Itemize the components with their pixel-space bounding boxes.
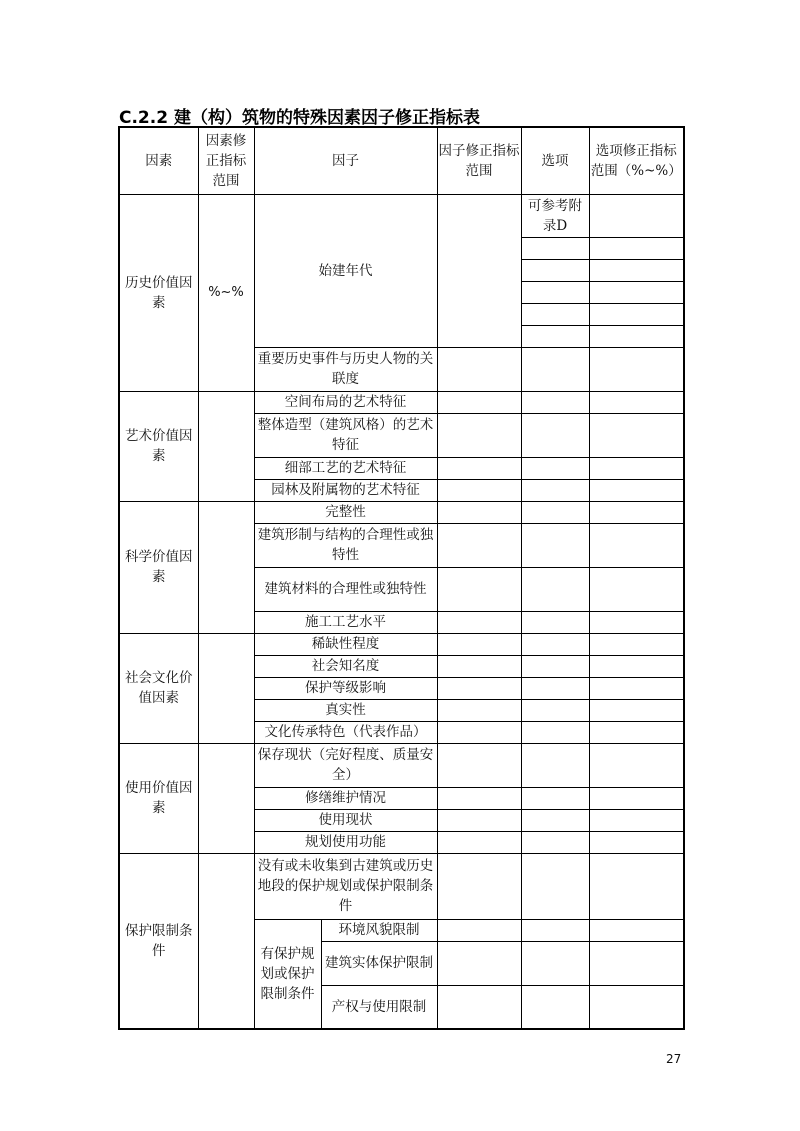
option-range-cell [589, 413, 684, 457]
factor-range-cell [437, 611, 521, 633]
factor-integrity: 完整性 [254, 501, 437, 523]
table-row [119, 743, 684, 787]
factor-range-cell [437, 919, 521, 941]
factor-reputation: 社会知名度 [254, 655, 437, 677]
factor-range-cell [437, 699, 521, 721]
header-option-range: 选项修正指标范围（%~%） [589, 127, 684, 194]
option-range-cell [589, 787, 684, 809]
group-label-usage: 使用价值因素 [119, 743, 198, 853]
group-range-cell [198, 391, 254, 501]
sub-label-protection-plan: 有保护规划或保护限制条件 [254, 919, 321, 1029]
option-range-cell [589, 457, 684, 479]
factor-range-cell [437, 479, 521, 501]
factor-range-cell [437, 831, 521, 853]
factor-range-cell [437, 501, 521, 523]
option-range-cell [589, 479, 684, 501]
header-option: 选项 [521, 127, 589, 194]
option-cell [521, 501, 589, 523]
option-cell [521, 237, 589, 259]
factor-maintenance: 修缮维护情况 [254, 787, 437, 809]
option-cell [521, 281, 589, 303]
factor-range-cell [437, 523, 521, 567]
option-cell [521, 325, 589, 347]
header-group-range: 因素修正指标范围 [198, 127, 254, 194]
factor-preservation-status: 保存现状（完好程度、质量安全） [254, 743, 437, 787]
option-cell [521, 259, 589, 281]
option-range-cell [589, 611, 684, 633]
option-cell [521, 985, 589, 1029]
option-cell [521, 743, 589, 787]
option-range-cell [589, 809, 684, 831]
option-range-cell [589, 831, 684, 853]
group-range-cell [198, 501, 254, 633]
option-cell [521, 611, 589, 633]
option-range-cell [589, 259, 684, 281]
option-cell [521, 567, 589, 611]
option-range-cell [589, 347, 684, 391]
factor-range-cell [437, 655, 521, 677]
option-cell [521, 303, 589, 325]
factor-range-cell [437, 391, 521, 413]
table-title: C.2.2 建（构）筑物的特殊因素因子修正指标表 [119, 108, 480, 128]
factor-range-cell [437, 809, 521, 831]
option-range-cell [589, 194, 684, 237]
group-label-protection: 保护限制条件 [119, 853, 198, 1029]
option-range-cell [589, 325, 684, 347]
option-cell [521, 677, 589, 699]
option-range-cell [589, 853, 684, 919]
option-range-cell [589, 941, 684, 985]
table-row [119, 501, 684, 523]
option-range-cell [589, 721, 684, 743]
option-range-cell [589, 655, 684, 677]
factor-correction-table [118, 126, 685, 1030]
factor-property-use-limit: 产权与使用限制 [321, 985, 437, 1029]
option-cell [521, 721, 589, 743]
header-factor-group: 因素 [119, 127, 198, 194]
factor-detail-craft: 细部工艺的艺术特征 [254, 457, 437, 479]
option-range-cell [589, 501, 684, 523]
option-cell [521, 831, 589, 853]
table-row [119, 853, 684, 919]
option-cell [521, 479, 589, 501]
factor-environment-limit: 环境风貌限制 [321, 919, 437, 941]
header-row [119, 127, 684, 194]
factor-founding-era: 始建年代 [254, 194, 437, 347]
option-range-cell [589, 281, 684, 303]
group-label-art: 艺术价值因素 [119, 391, 198, 501]
factor-range-cell [437, 787, 521, 809]
factor-garden-features: 园林及附属物的艺术特征 [254, 479, 437, 501]
factor-range-cell [437, 633, 521, 655]
factor-protection-level: 保护等级影响 [254, 677, 437, 699]
table-row [119, 391, 684, 413]
factor-range-cell [437, 194, 521, 347]
factor-spatial-layout: 空间布局的艺术特征 [254, 391, 437, 413]
group-label-science: 科学价值因素 [119, 501, 198, 633]
option-note: 可参考附录D [521, 194, 589, 237]
group-label-history: 历史价值因素 [119, 194, 198, 391]
table-row [119, 194, 684, 237]
option-range-cell [589, 237, 684, 259]
factor-range-cell [437, 985, 521, 1029]
group-label-social: 社会文化价值因素 [119, 633, 198, 743]
factor-range-cell [437, 413, 521, 457]
group-range-cell [198, 853, 254, 1029]
option-cell [521, 941, 589, 985]
factor-range-cell [437, 457, 521, 479]
header-factor-range: 因子修正指标范围 [437, 127, 521, 194]
factor-range-cell [437, 347, 521, 391]
option-cell [521, 523, 589, 567]
option-cell [521, 413, 589, 457]
factor-current-use: 使用现状 [254, 809, 437, 831]
option-range-cell [589, 699, 684, 721]
option-cell [521, 457, 589, 479]
factor-construction-level: 施工工艺水平 [254, 611, 437, 633]
header-factor: 因子 [254, 127, 437, 194]
option-range-cell [589, 919, 684, 941]
factor-cultural-heritage: 文化传承特色（代表作品） [254, 721, 437, 743]
factor-scarcity: 稀缺性程度 [254, 633, 437, 655]
factor-range-cell [437, 853, 521, 919]
option-cell [521, 391, 589, 413]
group-range-cell [198, 633, 254, 743]
option-cell [521, 633, 589, 655]
factor-building-entity-limit: 建筑实体保护限制 [321, 941, 437, 985]
option-cell [521, 919, 589, 941]
option-range-cell [589, 303, 684, 325]
factor-authenticity: 真实性 [254, 699, 437, 721]
factor-range-cell [437, 941, 521, 985]
option-range-cell [589, 677, 684, 699]
factor-range-cell [437, 677, 521, 699]
option-cell [521, 809, 589, 831]
option-range-cell [589, 985, 684, 1029]
factor-structure-rationality: 建筑形制与结构的合理性或独特性 [254, 523, 437, 567]
group-range-history: %~% [198, 194, 254, 391]
factor-overall-form: 整体造型（建筑风格）的艺术特征 [254, 413, 437, 457]
factor-range-cell [437, 567, 521, 611]
option-range-cell [589, 523, 684, 567]
factor-planned-use: 规划使用功能 [254, 831, 437, 853]
option-range-cell [589, 567, 684, 611]
factor-no-protection-plan: 没有或未收集到古建筑或历史地段的保护规划或保护限制条件 [254, 853, 437, 919]
table-row [119, 633, 684, 655]
option-cell [521, 699, 589, 721]
factor-range-cell [437, 743, 521, 787]
option-cell [521, 655, 589, 677]
option-range-cell [589, 743, 684, 787]
option-cell [521, 347, 589, 391]
option-range-cell [589, 391, 684, 413]
page-number: 27 [666, 1052, 682, 1066]
factor-historical-relevance: 重要历史事件与历史人物的关联度 [254, 347, 437, 391]
option-cell [521, 787, 589, 809]
factor-material-rationality: 建筑材料的合理性或独特性 [254, 567, 437, 611]
option-cell [521, 853, 589, 919]
group-range-cell [198, 743, 254, 853]
option-range-cell [589, 633, 684, 655]
factor-range-cell [437, 721, 521, 743]
